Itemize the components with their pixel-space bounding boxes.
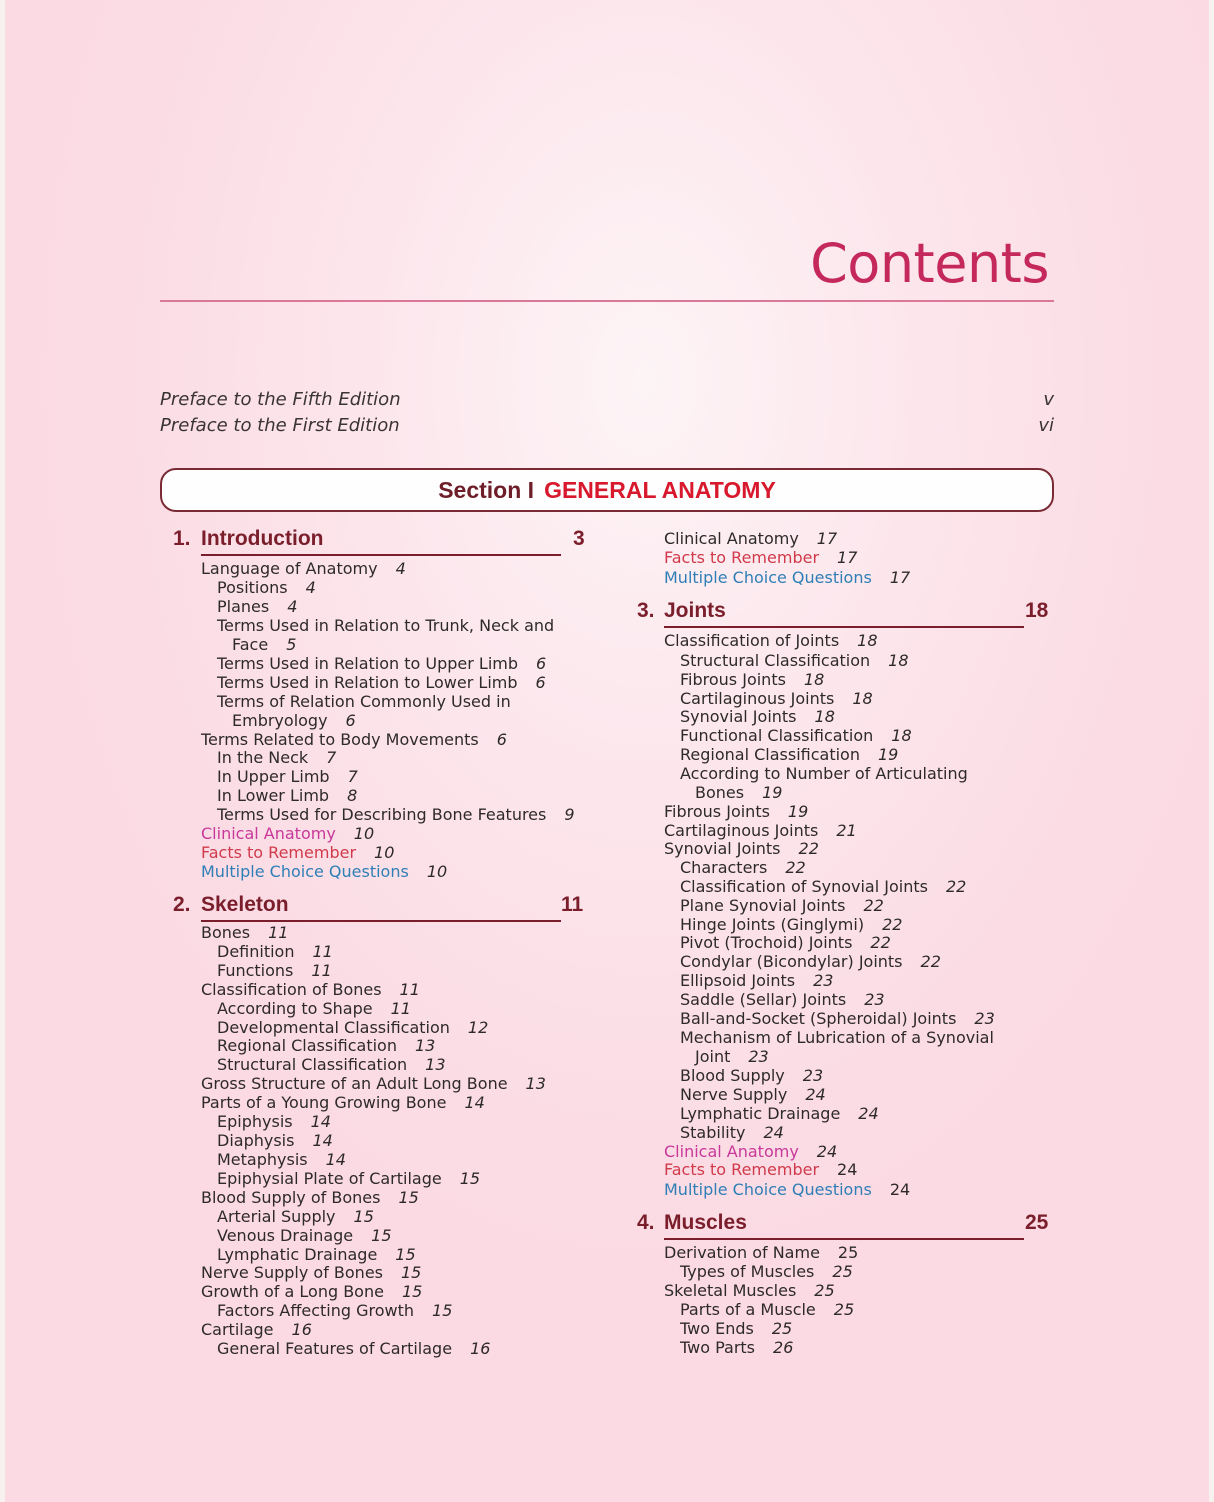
entry-page: 10 — [426, 862, 448, 881]
toc-entry[interactable] — [217, 1018, 488, 1037]
entry-label: Nerve Supply — [680, 1085, 788, 1104]
entry-label: Synovial Joints — [680, 707, 797, 726]
toc-entry[interactable] — [680, 1262, 853, 1281]
entry-label: According to Shape — [217, 999, 373, 1018]
entry-label: Regional Classification — [217, 1036, 397, 1055]
chapter-number: 4. — [637, 1211, 655, 1234]
entry-page: 25 — [814, 1281, 835, 1300]
section-label: Section I — [438, 477, 535, 503]
entry-label: Parts of a Muscle — [680, 1300, 816, 1319]
toc-entry[interactable] — [217, 692, 511, 711]
toc-entry[interactable] — [217, 942, 333, 961]
entry-page: 19 — [762, 783, 783, 802]
entry-label: Lymphatic Drainage — [217, 1245, 378, 1264]
chapter-heading-introduction[interactable] — [173, 527, 593, 557]
toc-entry[interactable] — [217, 1207, 374, 1226]
entry-label: Hinge Joints (Ginglymi) — [680, 915, 865, 934]
toc-entry[interactable] — [217, 1169, 480, 1188]
entry-label: Embryology — [232, 711, 328, 730]
chapter-number: 2. — [173, 893, 191, 916]
entry-label: Venous Drainage — [217, 1226, 354, 1245]
entry-label: Functions — [217, 961, 294, 980]
toc-entry[interactable] — [664, 839, 819, 858]
entry-label: Synovial Joints — [664, 839, 781, 858]
toc-entry[interactable] — [680, 952, 941, 971]
toc-entry[interactable] — [201, 730, 507, 749]
chapter-number: 1. — [173, 527, 191, 550]
entry-page: 13 — [525, 1074, 546, 1093]
toc-entry[interactable] — [680, 877, 966, 896]
toc-entry[interactable] — [664, 1281, 835, 1300]
entry-label: Arterial Supply — [217, 1207, 336, 1226]
chapter-rule — [664, 1238, 1024, 1240]
entry-label: Joint — [695, 1047, 731, 1066]
entry-page: vi — [1038, 415, 1054, 436]
entry-page: 11 — [390, 999, 411, 1018]
entry-label: Cartilaginous Joints — [664, 821, 819, 840]
entry-label: Face — [232, 635, 269, 654]
toc-entry[interactable] — [680, 1300, 854, 1319]
toc-entry-facts-to-remember[interactable] — [664, 1160, 857, 1179]
entry-page: 15 — [432, 1301, 453, 1320]
toc-entry[interactable] — [680, 707, 835, 726]
entry-page: 22 — [785, 858, 806, 877]
entry-page: 24 — [805, 1085, 826, 1104]
entry-label: Skeletal Muscles — [664, 1281, 797, 1300]
entry-page: v — [1043, 389, 1054, 410]
entry-label: Types of Muscles — [680, 1262, 815, 1281]
entry-label: Metaphysis — [217, 1150, 308, 1169]
entry-page: 23 — [864, 990, 885, 1009]
entry-page: 22 — [945, 877, 967, 896]
chapter-rule — [201, 554, 561, 556]
section-name: GENERAL ANATOMY — [544, 477, 776, 503]
entry-page: 14 — [325, 1150, 346, 1169]
toc-entry-clinical-anatomy[interactable] — [201, 824, 374, 843]
entry-label: Parts of a Young Growing Bone — [201, 1093, 447, 1112]
entry-page: 23 — [813, 971, 834, 990]
section-banner — [160, 468, 1054, 512]
entry-label: Terms of Relation Commonly Used in — [217, 692, 511, 711]
entry-label: Mechanism of Lubrication of a Synovial — [680, 1028, 994, 1047]
toc-entry-facts-to-remember[interactable] — [664, 548, 857, 567]
toc-entry[interactable] — [680, 1009, 995, 1028]
toc-entry[interactable] — [217, 805, 575, 824]
entry-page: 18 — [803, 670, 825, 689]
entry-page: 15 — [395, 1245, 416, 1264]
entry-page: 22 — [870, 933, 891, 952]
toc-entry[interactable] — [680, 933, 891, 952]
entry-label: Cartilaginous Joints — [680, 689, 835, 708]
entry-label: Structural Classification — [680, 651, 871, 670]
entry-label: Saddle (Sellar) Joints — [680, 990, 847, 1009]
entry-label: Multiple Choice Questions — [664, 568, 872, 587]
entry-label: Multiple Choice Questions — [664, 1180, 872, 1199]
entry-page: 16 — [291, 1320, 312, 1339]
entry-page: 24 — [816, 1142, 838, 1161]
toc-entry[interactable] — [217, 786, 357, 805]
entry-page: 22 — [920, 952, 941, 971]
entry-page: 24 — [837, 1160, 858, 1179]
toc-page — [5, 0, 1209, 1502]
entry-label: According to Number of Articulating — [680, 764, 968, 783]
toc-entry[interactable] — [217, 1226, 392, 1245]
entry-label: Lymphatic Drainage — [680, 1104, 841, 1123]
entry-page: 6 — [535, 673, 546, 692]
entry-label: Facts to Remember — [664, 548, 820, 567]
toc-entry[interactable] — [217, 578, 316, 597]
toc-entry[interactable] — [201, 1074, 546, 1093]
toc-entry[interactable] — [201, 1282, 422, 1301]
toc-entry[interactable] — [680, 651, 909, 670]
entry-page: 26 — [773, 1338, 794, 1357]
entry-page: 18 — [852, 689, 873, 708]
entry-page: 25 — [771, 1319, 793, 1338]
entry-label: Factors Affecting Growth — [217, 1301, 415, 1320]
entry-page: 4 — [395, 559, 406, 578]
entry-label: Classification of Bones — [201, 980, 382, 999]
toc-entry[interactable] — [664, 631, 878, 650]
toc-entry[interactable] — [201, 1263, 421, 1282]
toc-entry-mcq[interactable] — [664, 568, 910, 587]
entry-label: Facts to Remember — [664, 1160, 820, 1179]
toc-entry[interactable] — [217, 673, 546, 692]
entry-page: 12 — [467, 1018, 489, 1037]
entry-page: 25 — [832, 1262, 853, 1281]
toc-entry[interactable] — [201, 1188, 419, 1207]
toc-entry[interactable] — [217, 1150, 346, 1169]
toc-entry[interactable] — [217, 597, 297, 616]
entry-label: In the Neck — [217, 748, 309, 767]
toc-entry[interactable] — [217, 961, 332, 980]
entry-page: 15 — [371, 1226, 392, 1245]
toc-entry[interactable] — [680, 858, 806, 877]
entry-page: 4 — [287, 597, 298, 616]
entry-page: 24 — [763, 1123, 784, 1142]
entry-label: Terms Used in Relation to Trunk, Neck and — [217, 616, 555, 635]
toc-entry[interactable] — [680, 1028, 994, 1047]
entry-label: Classification of Joints — [664, 631, 840, 650]
entry-page: 23 — [802, 1066, 824, 1085]
toc-entry[interactable] — [680, 764, 968, 783]
toc-entry[interactable] — [680, 990, 885, 1009]
toc-entry-mcq[interactable] — [664, 1180, 910, 1199]
entry-label: Developmental Classification — [217, 1018, 450, 1037]
entry-page: 13 — [414, 1036, 436, 1055]
entry-label: Terms Used in Relation to Lower Limb — [217, 673, 518, 692]
entry-page: 7 — [347, 767, 358, 786]
entry-page: 17 — [816, 529, 838, 548]
chapter-page: 11 — [561, 893, 584, 916]
entry-page: 13 — [425, 1055, 446, 1074]
entry-label: Facts to Remember — [201, 843, 357, 862]
toc-entry[interactable] — [217, 1245, 416, 1264]
entry-label: Terms Related to Body Movements — [201, 730, 479, 749]
entry-label: Planes — [217, 597, 270, 616]
entry-page: 10 — [353, 824, 375, 843]
toc-entry[interactable] — [695, 1047, 769, 1066]
toc-entry[interactable] — [680, 896, 884, 915]
toc-entry-preface-first[interactable] — [160, 415, 1054, 439]
entry-label: Clinical Anatomy — [664, 529, 799, 548]
toc-entry[interactable] — [680, 1319, 792, 1338]
entry-label: Blood Supply — [680, 1066, 785, 1085]
entry-page: 24 — [858, 1104, 879, 1123]
toc-entry[interactable] — [217, 1055, 446, 1074]
entry-page: 6 — [536, 654, 547, 673]
entry-label: Clinical Anatomy — [201, 824, 336, 843]
toc-entry[interactable] — [680, 1104, 879, 1123]
entry-label: Definition — [217, 942, 295, 961]
chapter-heading-muscles[interactable] — [637, 1211, 1057, 1241]
entry-page: 22 — [882, 915, 903, 934]
entry-page: 22 — [798, 839, 819, 858]
entry-label: In Upper Limb — [217, 767, 330, 786]
entry-label: Bones — [201, 923, 251, 942]
toc-entry[interactable] — [664, 1243, 858, 1262]
entry-page: 18 — [814, 707, 835, 726]
entry-label: Preface to the First Edition — [160, 415, 400, 436]
toc-entry[interactable] — [201, 1093, 485, 1112]
entry-page: 14 — [312, 1131, 333, 1150]
entry-page: 8 — [347, 786, 358, 805]
toc-entry[interactable] — [217, 1131, 333, 1150]
entry-label: Epiphysial Plate of Cartilage — [217, 1169, 442, 1188]
entry-page: 7 — [326, 748, 337, 767]
toc-entry-preface-fifth[interactable] — [160, 389, 1054, 413]
toc-entry[interactable] — [201, 1320, 312, 1339]
toc-entry[interactable] — [680, 745, 898, 764]
toc-entry[interactable] — [680, 1123, 784, 1142]
entry-label: Regional Classification — [680, 745, 860, 764]
entry-page: 14 — [464, 1093, 485, 1112]
entry-label: Condylar (Bicondylar) Joints — [680, 952, 903, 971]
entry-page: 16 — [470, 1339, 491, 1358]
entry-page: 17 — [837, 548, 858, 567]
entry-page: 18 — [891, 726, 912, 745]
entry-label: Ball-and-Socket (Spheroidal) Joints — [680, 1009, 957, 1028]
toc-entry[interactable] — [201, 923, 288, 942]
toc-entry[interactable] — [680, 1338, 793, 1357]
chapter-title: Muscles — [664, 1211, 747, 1234]
toc-entry-clinical-anatomy[interactable] — [664, 529, 837, 548]
toc-entry[interactable] — [217, 748, 336, 767]
toc-entry[interactable] — [680, 670, 824, 689]
entry-label: Multiple Choice Questions — [201, 862, 409, 881]
toc-entry[interactable] — [217, 616, 554, 635]
toc-entry[interactable] — [680, 971, 833, 990]
entry-label: Terms Used in Relation to Upper Limb — [217, 654, 519, 673]
toc-entry[interactable] — [232, 635, 296, 654]
entry-label: Structural Classification — [217, 1055, 408, 1074]
entry-label: Classification of Synovial Joints — [680, 877, 928, 896]
entry-page: 10 — [374, 843, 395, 862]
entry-label: Blood Supply of Bones — [201, 1188, 381, 1207]
chapter-heading-skeleton[interactable] — [173, 893, 593, 923]
toc-entry[interactable] — [680, 915, 902, 934]
chapter-page: 3 — [573, 527, 585, 550]
entry-label: Functional Classification — [680, 726, 874, 745]
page-title: Contents — [810, 232, 1049, 295]
entry-page: 11 — [311, 961, 332, 980]
entry-page: 15 — [353, 1207, 374, 1226]
chapter-page: 25 — [1025, 1211, 1049, 1234]
entry-label: Pivot (Trochoid) Joints — [680, 933, 853, 952]
entry-page: 11 — [312, 942, 333, 961]
entry-page: 25 — [833, 1300, 855, 1319]
entry-page: 22 — [863, 896, 884, 915]
toc-entry-facts-to-remember[interactable] — [201, 843, 394, 862]
entry-page: 11 — [268, 923, 289, 942]
entry-label: Stability — [680, 1123, 746, 1142]
entry-label: Bones — [695, 783, 745, 802]
toc-entry[interactable] — [232, 711, 356, 730]
toc-entry[interactable] — [217, 1112, 331, 1131]
toc-entry[interactable] — [664, 802, 808, 821]
entry-page: 23 — [748, 1047, 769, 1066]
entry-page: 4 — [305, 578, 316, 597]
entry-page: 15 — [401, 1282, 423, 1301]
toc-entry-clinical-anatomy[interactable] — [664, 1142, 837, 1161]
entry-label: Fibrous Joints — [664, 802, 770, 821]
toc-entry[interactable] — [680, 726, 912, 745]
entry-label: Cartilage — [201, 1320, 274, 1339]
entry-label: Ellipsoid Joints — [680, 971, 796, 990]
entry-label: Language of Anatomy — [201, 559, 378, 578]
entry-label: Terms Used for Describing Bone Features — [217, 805, 547, 824]
entry-page: 19 — [787, 802, 809, 821]
entry-page: 24 — [889, 1180, 911, 1199]
entry-label: Epiphysis — [217, 1112, 293, 1131]
toc-entry[interactable] — [217, 654, 546, 673]
entry-label: In Lower Limb — [217, 786, 330, 805]
entry-label: Growth of a Long Bone — [201, 1282, 384, 1301]
chapter-heading-joints[interactable] — [637, 599, 1057, 629]
entry-label: Clinical Anatomy — [664, 1142, 799, 1161]
entry-label: General Features of Cartilage — [217, 1339, 453, 1358]
entry-page: 6 — [496, 730, 507, 749]
entry-label: Two Parts — [680, 1338, 756, 1357]
toc-entry[interactable] — [217, 1036, 435, 1055]
entry-page: 14 — [310, 1112, 331, 1131]
entry-page: 23 — [974, 1009, 995, 1028]
chapter-title: Introduction — [201, 527, 324, 550]
toc-entry-mcq[interactable] — [201, 862, 447, 881]
entry-page: 17 — [889, 568, 911, 587]
entry-label: Characters — [680, 858, 768, 877]
toc-entry[interactable] — [217, 767, 358, 786]
toc-entry[interactable] — [695, 783, 782, 802]
entry-label: Nerve Supply of Bones — [201, 1263, 383, 1282]
entry-page: 21 — [836, 821, 857, 840]
toc-entry[interactable] — [680, 1066, 823, 1085]
entry-page: 19 — [877, 745, 899, 764]
chapter-rule — [201, 920, 561, 922]
chapter-page: 18 — [1025, 599, 1049, 622]
entry-label: Diaphysis — [217, 1131, 295, 1150]
chapter-title: Skeleton — [201, 893, 289, 916]
entry-label: Plane Synovial Joints — [680, 896, 846, 915]
chapter-rule — [664, 626, 1024, 628]
entry-page: 15 — [401, 1263, 422, 1282]
entry-page: 15 — [398, 1188, 419, 1207]
entry-page: 18 — [857, 631, 878, 650]
toc-entry[interactable] — [664, 821, 857, 840]
entry-page: 18 — [888, 651, 909, 670]
entry-page: 11 — [399, 980, 420, 999]
entry-label: Two Ends — [680, 1319, 754, 1338]
entry-page: 25 — [837, 1243, 859, 1262]
entry-label: Gross Structure of an Adult Long Bone — [201, 1074, 508, 1093]
entry-page: 5 — [286, 635, 297, 654]
entry-label: Preface to the Fifth Edition — [160, 389, 401, 410]
toc-entry[interactable] — [201, 559, 406, 578]
chapter-title: Joints — [664, 599, 726, 622]
entry-page: 6 — [345, 711, 356, 730]
entry-label: Derivation of Name — [664, 1243, 820, 1262]
toc-entry[interactable] — [680, 689, 873, 708]
entry-page: 15 — [459, 1169, 481, 1188]
toc-entry[interactable] — [217, 999, 411, 1018]
toc-entry[interactable] — [201, 980, 420, 999]
title-divider — [160, 300, 1054, 302]
entry-label: Positions — [217, 578, 288, 597]
toc-entry[interactable] — [217, 1339, 490, 1358]
toc-entry[interactable] — [680, 1085, 826, 1104]
chapter-number: 3. — [637, 599, 655, 622]
entry-label: Fibrous Joints — [680, 670, 786, 689]
toc-entry[interactable] — [217, 1301, 452, 1320]
entry-page: 9 — [564, 805, 575, 824]
